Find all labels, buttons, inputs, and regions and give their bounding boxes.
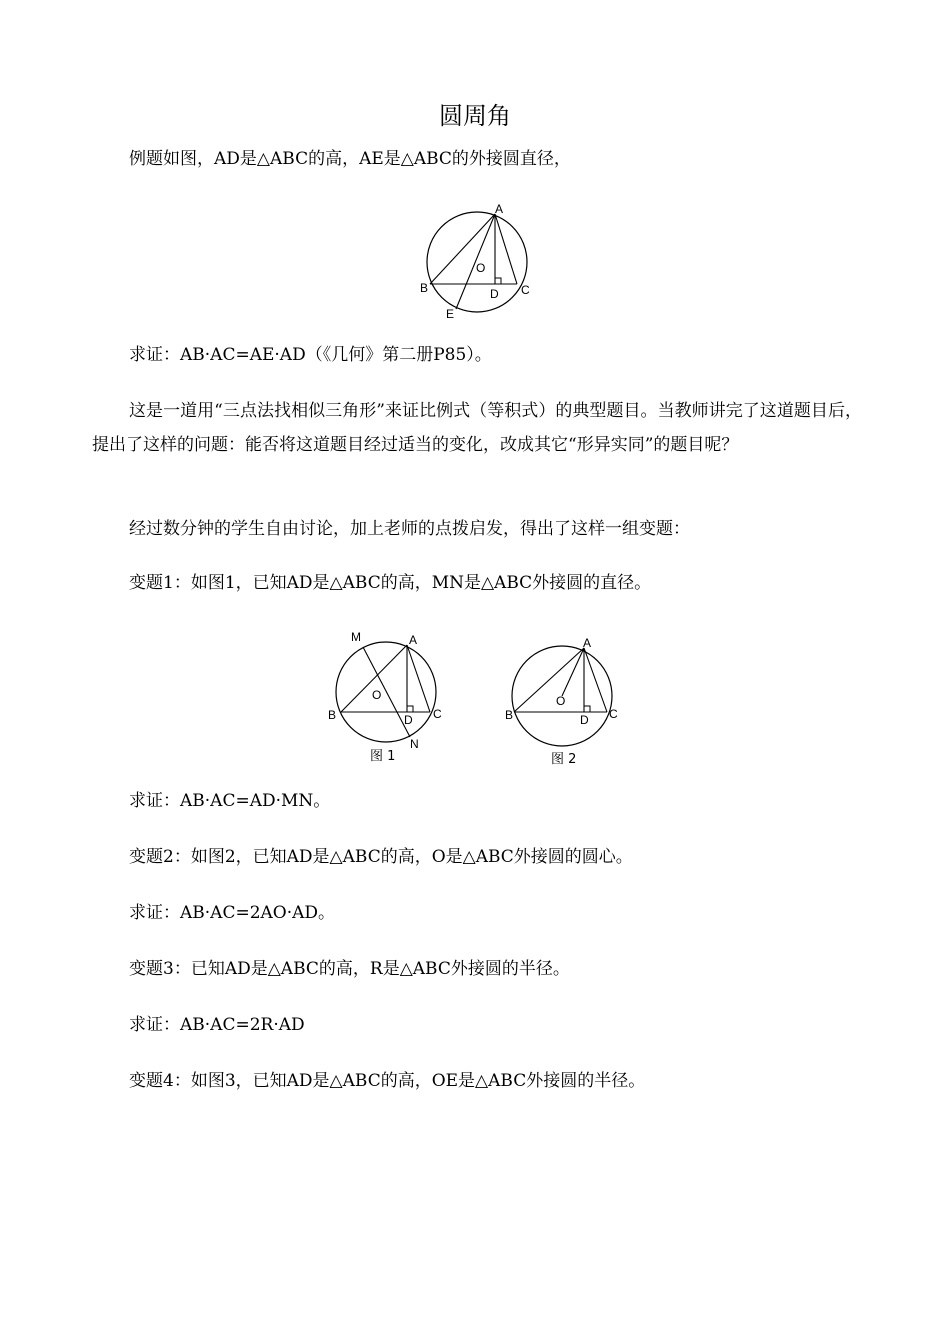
paragraph-prove-2: 求证：AB·AC=2AO·AD。 [129,903,336,923]
page-title: 圆周角 [439,102,511,130]
paragraph-prove-1: 求证：AB·AC=AD·MN。 [129,791,331,811]
label-a: A [409,633,418,647]
paragraph-example: 例题如图，AD是△ABC的高，AE是△ABC的外接圆直径， [129,149,571,169]
paragraph-variant-4: 变题4：如图3，已知AD是△ABC的高，OE是△ABC外接圆的半径。 [129,1071,646,1091]
right-angle-mark [584,706,590,712]
figure-2 [498,628,633,773]
paragraph-variant-3: 变题3：已知AD是△ABC的高，R是△ABC外接圆的半径。 [129,959,570,979]
figure-1-caption: 图 1 [370,749,396,764]
label-n: N [410,737,419,751]
paragraph-prove-3: 求证：AB·AC=2R·AD [129,1015,305,1035]
label-o: O [372,688,382,702]
label-e: E [446,307,455,321]
label-a: A [495,202,504,216]
figure-main-drawing [412,200,542,325]
segment-ab [514,648,584,712]
figure-main [412,200,542,325]
label-d: D [490,287,499,301]
label-b: B [505,708,514,722]
figure-1 [320,625,460,770]
figure-1-drawing [320,625,460,770]
label-o: O [476,261,486,275]
label-d: D [404,713,413,727]
segment-ac [495,214,517,284]
paragraph-prove-example: 求证：AB·AC=AE·AD（《几何》第二册P85）。 [129,345,492,365]
label-c: C [521,283,530,297]
label-d: D [580,713,589,727]
paragraph-variants-intro: 经过数分钟的学生自由讨论，加上老师的点拨启发，得出了这样一组变题： [129,519,690,539]
segment-ac [584,648,607,712]
radius-ao [562,648,584,696]
right-angle-mark [495,278,501,284]
label-b: B [420,281,429,295]
label-b: B [328,708,337,722]
figure-2-caption: 图 2 [551,752,577,767]
label-c: C [609,707,618,721]
diameter-mn [363,647,410,737]
paragraph-variant-1: 变题1：如图1，已知AD是△ABC的高，MN是△ABC外接圆的直径。 [129,573,652,593]
label-c: C [433,707,442,721]
label-a: A [583,636,592,650]
paragraph-variant-2: 变题2：如图2，已知AD是△ABC的高，O是△ABC外接圆的圆心。 [129,847,633,867]
right-angle-mark [407,706,413,712]
label-o: O [556,694,566,708]
segment-ac [407,645,430,712]
figure-2-drawing [498,628,633,773]
label-m: M [351,630,361,644]
paragraph-discussion: 这是一道用“三点法找相似三角形”来证比例式（等积式）的典型题目。当教师讲完了这道题目后，提出了这样的问题：能否将这道题目经过适当的变化，改成其它“形异实同”的题目呢？ [92,401,862,455]
